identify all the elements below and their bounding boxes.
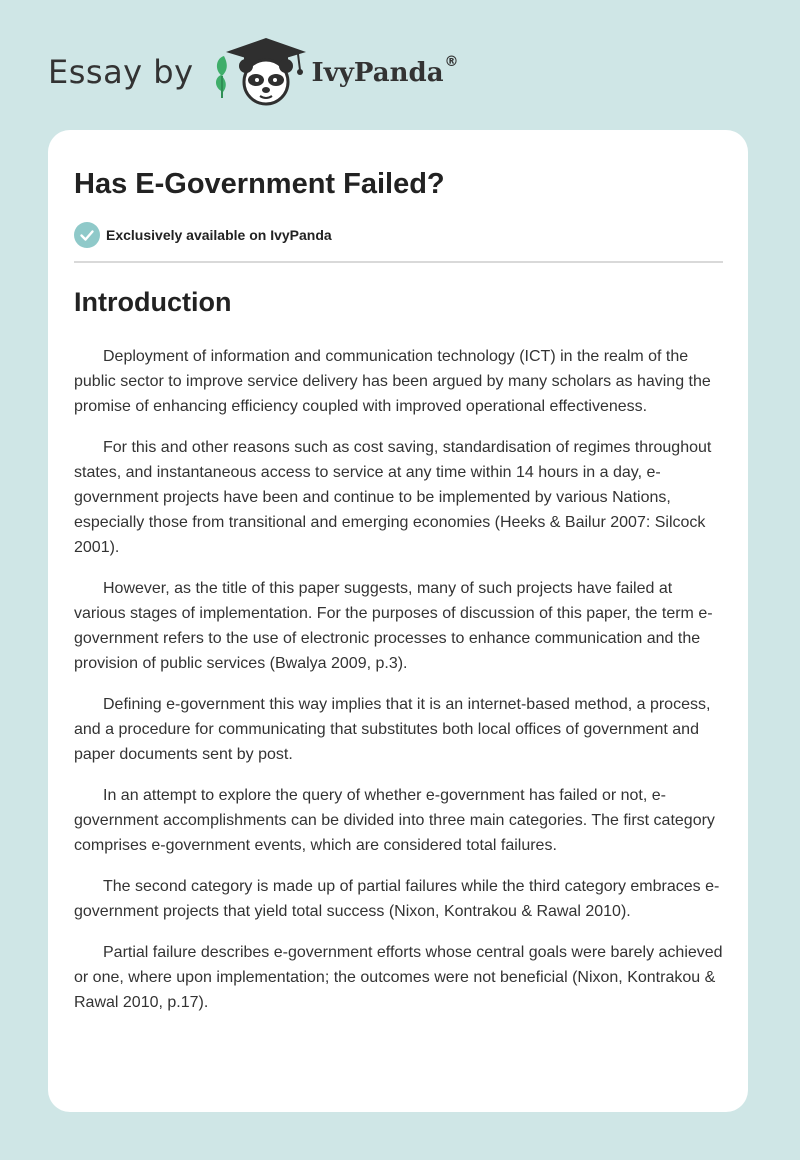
page-title: Has E-Government Failed?: [74, 168, 445, 200]
essay-card: [48, 130, 748, 1112]
paragraph: Defining e-government this way implies that it is an internet-based method, a process, and a procedure for communicating that substitutes both local offices of government and paper documents sent by post.: [74, 696, 711, 763]
paragraph: In an attempt to explore the query of whether e-government has failed or not, e-government accomplishments can be divided into three main categories. The first category comprises e-government events, which are considered total failures.: [74, 787, 715, 854]
panda-graduate-icon[interactable]: [208, 36, 308, 108]
badge-label: Exclusively available on IvyPanda: [106, 227, 332, 243]
exclusive-badge: [74, 222, 332, 248]
registered-mark: ®: [444, 54, 459, 70]
essay-body: [74, 344, 726, 1031]
essay-by-label: Essay by: [48, 53, 194, 91]
paragraph: However, as the title of this paper suggests, many of such projects have failed at various stages of implementation. For the purposes of discussion of this paper, the term e-government refers to the use of electronic processes to enhance communication and the provision of public services (Bwalya 2009, p.3).: [74, 580, 713, 672]
paragraph: Partial failure describes e-government efforts whose central goals were barely achieved or one, where upon implementation; the outcomes were not beneficial (Nixon, Kontrakou & Rawal 2010, p.17).: [74, 944, 723, 1011]
check-circle-icon: [74, 222, 100, 248]
paragraph: For this and other reasons such as cost saving, standardisation of regimes throughout states, and instantaneous access to service at any time within 14 hours in a day, e-government projects have been and continue to be implemented by various Nations, especially those from transitional and emerging economies (Heeks & Bailur 2007: Silcock 2001).: [74, 439, 712, 556]
paragraph: The second category is made up of partial failures while the third category embraces e-government projects that yield total success (Nixon, Kontrakou & Rawal 2010).: [74, 878, 720, 920]
divider: [74, 261, 723, 263]
section-heading: Introduction: [74, 287, 232, 317]
brand-name: IvyPanda: [311, 58, 444, 88]
site-header: [48, 36, 459, 108]
paragraph: Deployment of information and communication technology (ICT) in the realm of the public sector to improve service delivery has been argued by many scholars as having the promise of enhancing efficiency coupled with improved operational effectiveness.: [74, 348, 711, 415]
